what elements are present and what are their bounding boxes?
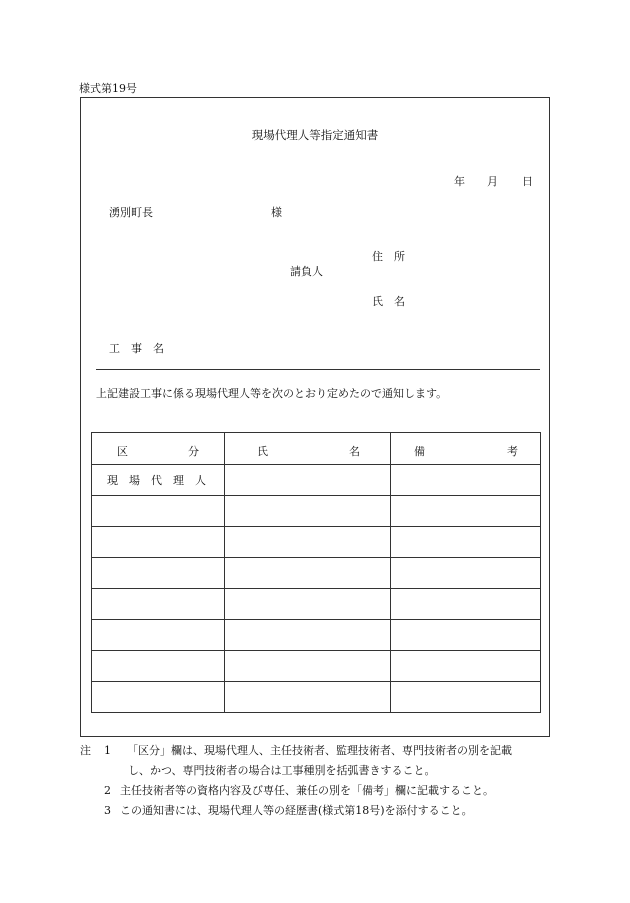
table-row: [92, 589, 541, 620]
division-cell: 現 場 代 理 人: [92, 465, 225, 496]
address-label: 住 所: [372, 250, 405, 263]
header-name: [225, 433, 391, 465]
remarks-cell[interactable]: [391, 496, 541, 527]
contractor-label: 請負人: [290, 265, 323, 278]
addressee-name: 湧別町長: [109, 206, 153, 219]
table-header-row: [92, 433, 541, 465]
note-text: 「区分」欄は、現場代理人、主任技術者、監理技術者、専門技術者の別を記載: [127, 744, 512, 757]
notes-prefix: 注: [80, 744, 91, 757]
notification-statement: 上記建設工事に係る現場代理人等を次のとおり定めたので通知します。: [96, 387, 448, 400]
remarks-cell[interactable]: [391, 682, 541, 713]
work-name-underline: [96, 369, 540, 370]
header-remarks: [391, 433, 541, 465]
header-division-char1: 区: [117, 445, 128, 458]
name-cell[interactable]: [225, 682, 391, 713]
table-row: [92, 682, 541, 713]
remarks-cell[interactable]: [391, 589, 541, 620]
note-text: し、かつ、専門技術者の場合は工事種別を括弧書きすること。: [128, 764, 436, 777]
name-cell[interactable]: [225, 496, 391, 527]
table-row: [92, 496, 541, 527]
table-row: [92, 620, 541, 651]
header-division: [92, 433, 225, 465]
division-cell[interactable]: [92, 651, 225, 682]
note-text: この通知書には、現場代理人等の経歴書(様式第18号)を添付すること。: [120, 804, 473, 817]
remarks-cell[interactable]: [391, 558, 541, 589]
date-year-label: 年: [454, 175, 465, 188]
date-day-label: 日: [522, 175, 533, 188]
division-cell[interactable]: [92, 620, 225, 651]
name-cell[interactable]: [225, 465, 391, 496]
header-name-char1: 氏: [257, 445, 268, 458]
remarks-cell[interactable]: [391, 527, 541, 558]
name-label: 氏 名: [372, 295, 405, 308]
name-cell[interactable]: [225, 558, 391, 589]
remarks-cell[interactable]: [391, 651, 541, 682]
name-cell[interactable]: [225, 589, 391, 620]
name-cell[interactable]: [225, 651, 391, 682]
header-remarks-char1: 備: [414, 445, 425, 458]
addressee-honorific: 様: [271, 206, 282, 219]
document-title: 現場代理人等指定通知書: [251, 128, 379, 142]
table-row: [92, 527, 541, 558]
note-number: 1: [104, 744, 111, 757]
table-row: [92, 558, 541, 589]
note-number: 3: [104, 804, 111, 817]
header-remarks-char2: 考: [507, 445, 518, 458]
name-cell[interactable]: [225, 527, 391, 558]
division-cell[interactable]: [92, 527, 225, 558]
work-name-label: 工 事 名: [109, 342, 164, 355]
date-month-label: 月: [487, 175, 498, 188]
remarks-cell[interactable]: [391, 620, 541, 651]
division-cell[interactable]: [92, 558, 225, 589]
note-number: 2: [104, 784, 111, 797]
note-text: 主任技術者等の資格内容及び専任、兼任の別を「備考」欄に記載すること。: [120, 784, 494, 797]
header-name-char2: 名: [349, 445, 360, 458]
table-row: [92, 651, 541, 682]
remarks-cell[interactable]: [391, 465, 541, 496]
form-number: 様式第19号: [79, 82, 137, 95]
division-cell[interactable]: [92, 589, 225, 620]
designation-table: [91, 432, 541, 713]
division-cell[interactable]: [92, 496, 225, 527]
division-cell[interactable]: [92, 682, 225, 713]
name-cell[interactable]: [225, 620, 391, 651]
table-row: [92, 465, 541, 496]
header-division-char2: 分: [188, 445, 199, 458]
